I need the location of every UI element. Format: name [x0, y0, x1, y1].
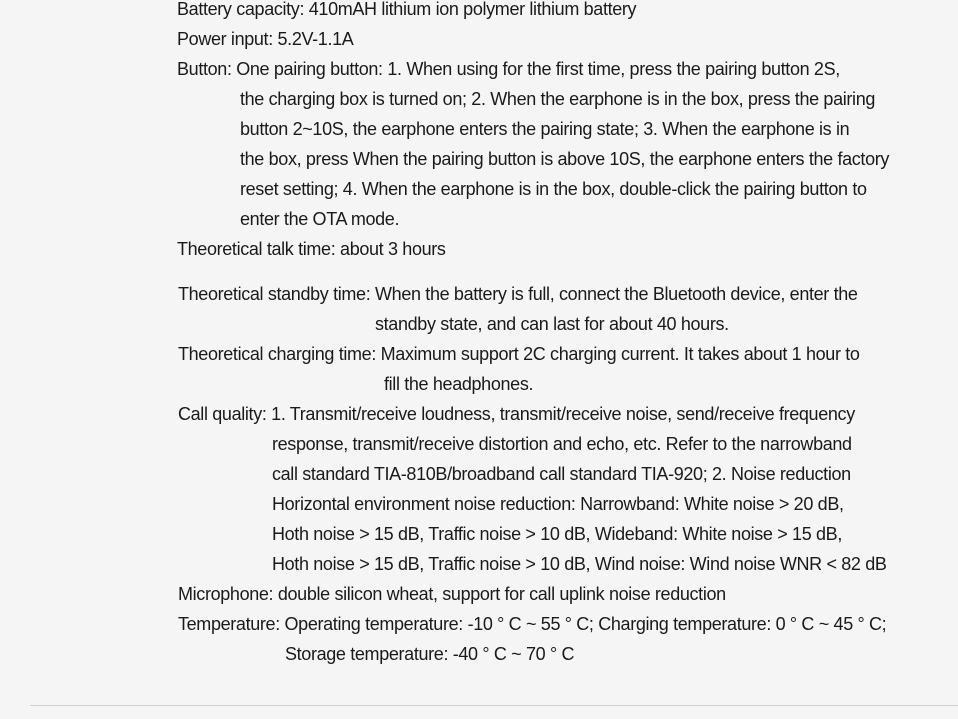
- spec-label: Theoretical talk time:: [177, 239, 336, 259]
- spec-value: double silicon wheat, support for call uplink noise reduction: [277, 584, 726, 604]
- spec-value-continuation: Hoth noise > 15 dB, Traffic noise > 10 dB, Wideband: White noise > 15 dB,: [272, 524, 842, 544]
- spec-value-continuation: response, transmit/receive distortion and echo, etc. Refer to the narrowband: [272, 434, 852, 454]
- spec-value-continuation: Hoth noise > 15 dB, Traffic noise > 10 dB, Wind noise: Wind noise WNR < 82 dB: [272, 554, 887, 574]
- spec-value: When the battery is full, connect the Bluetooth device, enter the: [375, 284, 858, 304]
- spec-label: Theoretical standby time:: [178, 284, 371, 304]
- spec-value-continuation: the box, press When the pairing button is above 10S, the earphone enters the factory: [240, 149, 890, 169]
- spec-battery-capacity: [177, 0, 636, 24]
- spec-value: about 3 hours: [340, 239, 446, 259]
- spec-label: Theoretical charging time:: [178, 344, 376, 364]
- spec-label: Temperature:: [178, 614, 280, 634]
- spec-value: 5.2V-1.1A: [277, 29, 354, 49]
- spec-value: 410mAH lithium ion polymer lithium battery: [308, 0, 637, 19]
- spec-value-continuation: enter the OTA mode.: [240, 209, 400, 229]
- spec-value-continuation: standby state, and can last for about 40 hours.: [375, 314, 729, 334]
- spec-charging-time: [178, 339, 860, 369]
- spec-microphone: [178, 579, 726, 609]
- spec-temperature: [178, 609, 886, 639]
- spec-value-continuation: the charging box is turned on; 2. When the earphone is in the box, press the pairing: [240, 89, 876, 109]
- spec-label: Button:: [177, 59, 232, 79]
- spec-label: Battery capacity:: [177, 0, 305, 19]
- spec-value-continuation: Storage temperature: -40 ° C ~ 70 ° C: [285, 644, 575, 664]
- spec-standby-time: [178, 279, 858, 309]
- spec-power-input: [177, 24, 353, 54]
- spec-value-continuation: Horizontal environment noise reduction: Narrowband: White noise > 20 dB,: [272, 494, 844, 514]
- spec-label: Call quality:: [178, 404, 267, 424]
- spec-label: Microphone:: [178, 584, 274, 604]
- spec-call-quality: [178, 399, 855, 429]
- spec-button: [177, 54, 840, 84]
- spec-value-continuation: reset setting; 4. When the earphone is in the box, double-click the pairing button to: [240, 179, 867, 199]
- spec-talk-time: [177, 234, 446, 264]
- spec-value-continuation: call standard TIA-810B/broadband call standard TIA-920; 2. Noise reduction: [272, 464, 851, 484]
- spec-value-continuation: button 2~10S, the earphone enters the pairing state; 3. When the earphone is in: [240, 119, 850, 139]
- section-divider: [30, 705, 958, 706]
- spec-value: 1. Transmit/receive loudness, transmit/receive noise, send/receive frequency: [271, 404, 855, 424]
- spec-value: Maximum support 2C charging current. It takes about 1 hour to: [380, 344, 860, 364]
- spec-label: Power input:: [177, 29, 273, 49]
- spec-value: One pairing button: 1. When using for the first time, press the pairing button 2S,: [236, 59, 840, 79]
- spec-value: Operating temperature: -10 ° C ~ 55 ° C; Charging temperature: 0 ° C ~ 45 ° C;: [284, 614, 887, 634]
- spec-value-continuation: fill the headphones.: [384, 374, 534, 394]
